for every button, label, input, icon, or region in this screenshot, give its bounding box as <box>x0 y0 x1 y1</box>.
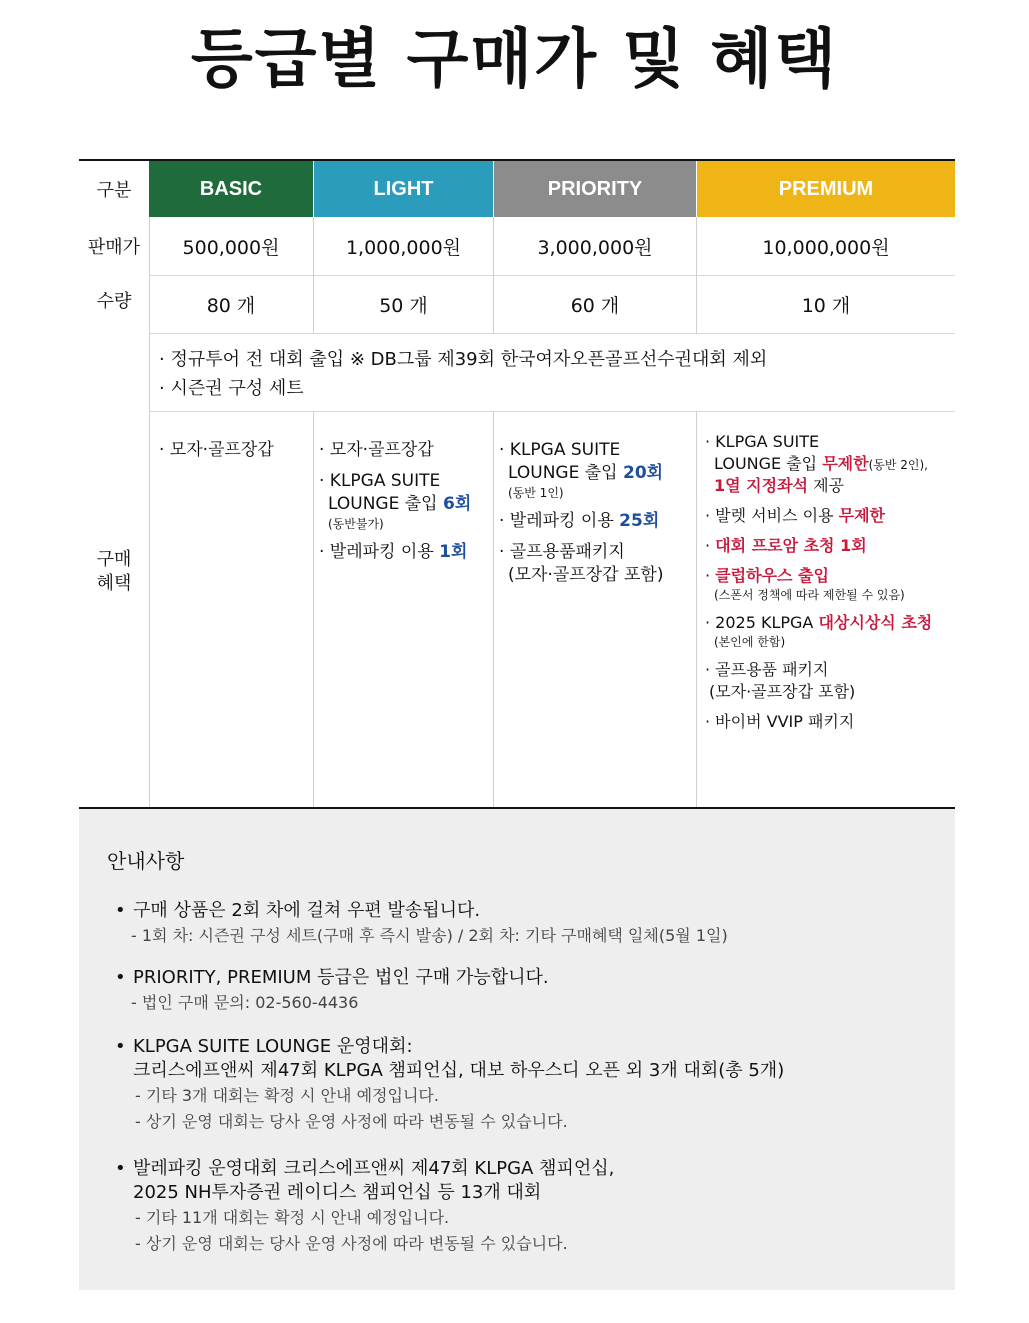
benefit-text: · 발레파킹 이용 <box>319 542 440 562</box>
label-category: 구분 <box>96 180 132 201</box>
benefit-item <box>705 535 953 557</box>
bullet: • <box>115 1158 126 1179</box>
notice-box <box>79 809 955 1290</box>
benefit-note: (본인에 한함) <box>714 635 786 649</box>
benefit-text: (모자·골프장갑 포함) <box>508 565 664 585</box>
bullet: • <box>115 1036 126 1057</box>
page-title: 등급별 구매가 및 혜택 <box>190 23 839 97</box>
benefits-premium <box>705 431 953 741</box>
notice-heading: 안내사항 <box>107 849 185 873</box>
benefit-text: (모자·골프장갑 포함) <box>709 682 856 701</box>
tier-header-basic: BASIC <box>149 161 313 217</box>
benefit-text <box>499 462 694 485</box>
benefit-highlight: 대상시상식 초청 <box>818 613 933 632</box>
benefit-item <box>705 565 953 604</box>
benefit-highlight: 무제한 <box>838 506 885 525</box>
notice-subtext: - 기타 3개 대회는 확정 시 안내 예정입니다. <box>135 1086 439 1105</box>
notice-text: PRIORITY, PREMIUM 등급은 법인 구매 가능합니다. <box>133 967 549 988</box>
notice-subtext: - 1회 차: 시즌권 구성 세트(구매 후 즉시 발송) / 2회 차: 기타 구매혜택 일체(5월 1일) <box>131 926 728 945</box>
benefit-text: 제공 <box>807 476 844 495</box>
benefit-text: · KLPGA SUITE <box>319 471 441 491</box>
benefit-item <box>499 439 694 502</box>
benefit-item: · 바이버 VVIP 패키지 <box>705 712 855 731</box>
quantity-priority: 60 개 <box>570 295 620 317</box>
benefit-note: (스폰서 정책에 따라 제한될 수 있음) <box>714 588 905 602</box>
benefit-highlight: 대회 프로암 초청 1회 <box>715 536 867 555</box>
benefit-text: · <box>705 536 716 555</box>
column-divider <box>313 411 314 808</box>
benefit-note: (동반 1인) <box>508 486 564 500</box>
notice-item <box>115 966 549 1016</box>
benefit-text: LOUNGE 출입 <box>714 454 823 473</box>
benefit-item <box>705 505 953 527</box>
benefit-text: · <box>705 566 716 585</box>
benefit-text: · KLPGA SUITE <box>499 440 621 460</box>
quantity-premium: 10 개 <box>801 295 851 317</box>
common-benefits <box>159 345 949 403</box>
notice-item <box>115 899 728 949</box>
benefit-highlight: 6회 <box>442 494 472 514</box>
benefit-highlight: 25회 <box>619 511 660 531</box>
column-divider <box>696 217 697 334</box>
notice-item <box>115 1157 614 1257</box>
benefit-note: (동반 2인), <box>868 458 928 472</box>
benefit-highlight: 무제한 <box>822 454 869 473</box>
benefit-highlight: 1회 <box>439 542 468 562</box>
benefit-text: LOUNGE 출입 <box>328 494 443 514</box>
notice-text: 크리스에프앤씨 제47회 KLPGA 챔피언십, 대보 하우스디 오픈 외 3개 대회(총 5개) <box>133 1060 785 1081</box>
bullet: • <box>115 900 126 921</box>
notice-subtext: - 상기 운영 대회는 당사 운영 사정에 따라 변동될 수 있습니다. <box>135 1112 568 1131</box>
benefit-text <box>705 475 953 497</box>
notice-subtext: - 기타 11개 대회는 확정 시 안내 예정입니다. <box>135 1208 450 1227</box>
divider <box>149 333 955 334</box>
benefit-highlight: 클럽하우스 출입 <box>715 566 829 585</box>
benefit-highlight: 1열 지정좌석 <box>714 476 808 495</box>
benefit-item <box>319 470 491 533</box>
quantity-basic: 80 개 <box>206 295 256 317</box>
benefits-light <box>319 439 491 572</box>
benefit-highlight: 20회 <box>622 463 664 483</box>
tier-header-priority: PRIORITY <box>494 161 696 217</box>
notice-text: 구매 상품은 2회 차에 걸쳐 우편 발송됩니다. <box>133 900 481 921</box>
benefit-text: · 발렛 서비스 이용 <box>705 506 839 525</box>
price-light: 1,000,000원 <box>345 236 462 259</box>
benefit-text: · KLPGA SUITE <box>705 432 820 451</box>
benefit-item <box>705 612 953 651</box>
price-row <box>79 217 955 275</box>
common-benefit-item: · 정규투어 전 대회 출입 ※ DB그룹 제39회 한국여자오픈골프선수권대회 제외 <box>159 349 768 370</box>
column-divider <box>493 411 494 808</box>
bullet: • <box>115 967 126 988</box>
price-basic: 500,000원 <box>182 236 280 259</box>
benefit-item <box>499 510 694 533</box>
benefit-item <box>319 541 491 564</box>
tier-header-light: LIGHT <box>314 161 493 217</box>
benefit-text: LOUNGE 출입 <box>508 463 623 483</box>
notice-item <box>115 1035 784 1135</box>
header-row <box>79 161 955 217</box>
notice-text: 발레파킹 운영대회 크리스에프앤씨 제47회 KLPGA 챔피언십, <box>133 1158 615 1179</box>
benefit-text: · 2025 KLPGA <box>705 613 819 632</box>
price-premium: 10,000,000원 <box>762 236 890 259</box>
benefit-text: · 골프용품패키지 <box>499 542 625 562</box>
divider <box>149 411 955 412</box>
benefit-item <box>499 541 694 587</box>
common-benefit-item: · 시즌권 구성 세트 <box>159 378 304 399</box>
notice-subtext: - 법인 구매 문의: 02-560-4436 <box>131 993 359 1012</box>
benefits-basic <box>159 439 309 470</box>
benefits-priority <box>499 439 694 595</box>
notice-text: 2025 NH투자증권 레이디스 챔피언십 등 13개 대회 <box>133 1182 542 1203</box>
tier-header-premium: PREMIUM <box>697 161 955 217</box>
label-benefits: 구매 혜택 <box>96 548 132 594</box>
benefit-text <box>705 453 953 475</box>
column-divider <box>149 217 150 808</box>
benefit-item <box>705 431 953 497</box>
price-priority: 3,000,000원 <box>537 236 653 259</box>
benefit-item: · 모자·골프장갑 <box>159 440 274 460</box>
label-quantity: 수량 <box>96 291 132 312</box>
benefit-text <box>319 493 491 516</box>
column-divider <box>696 411 697 808</box>
notice-subtext: - 상기 운영 대회는 당사 운영 사정에 따라 변동될 수 있습니다. <box>135 1234 568 1253</box>
quantity-row <box>79 276 955 333</box>
label-price: 판매가 <box>87 237 141 258</box>
quantity-light: 50 개 <box>379 295 428 317</box>
benefit-item <box>705 659 953 703</box>
column-divider <box>313 217 314 334</box>
notice-text: KLPGA SUITE LOUNGE 운영대회: <box>133 1036 413 1057</box>
benefit-text: · 골프용품 패키지 <box>705 660 829 679</box>
benefit-note: (동반불가) <box>328 517 384 531</box>
column-divider <box>493 217 494 334</box>
benefit-text: · 발레파킹 이용 <box>499 511 620 531</box>
benefit-item: · 모자·골프장갑 <box>319 440 434 460</box>
